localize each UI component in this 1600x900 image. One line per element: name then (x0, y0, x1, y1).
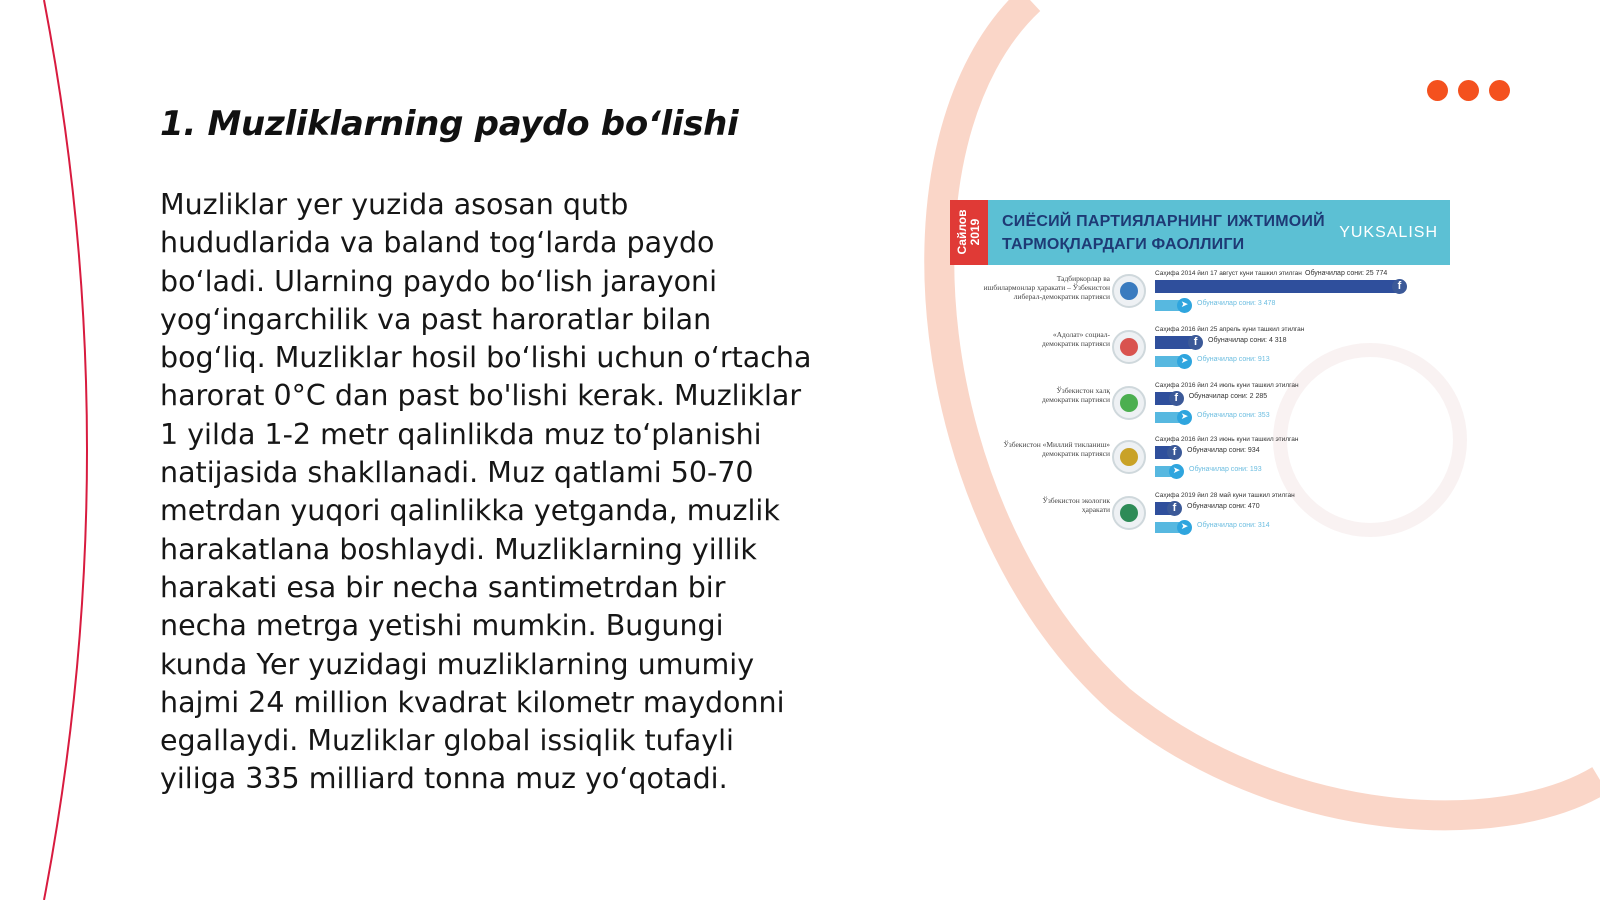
facebook-bar (1155, 280, 1400, 293)
body-line: harakatlana boshlaydi. Muzliklarning yillik (160, 532, 757, 566)
party-name: Тадбиркорлар ва ишбилармонлар ҳаракати – Ўзбекистон либерал-демократик партияси (983, 274, 1110, 301)
telegram-icon: ➤ (1177, 354, 1192, 369)
facebook-icon: f (1392, 279, 1407, 294)
telegram-icon: ➤ (1169, 464, 1184, 479)
facebook-count: Обуначилар сони: 25 774 (1305, 270, 1388, 277)
telegram-count: Обуначилар сони: 353 (1197, 412, 1270, 419)
telegram-count: Обуначилар сони: 193 (1189, 466, 1262, 473)
facebook-icon: f (1167, 501, 1182, 516)
body-line: yiliga 335 milliard tonna muz yo‘qotadi. (160, 762, 728, 796)
party-logo-icon (1112, 440, 1146, 474)
slide-title: 1. Muzliklarning paydo bo‘lishi (160, 104, 739, 144)
body-line: 1 yilda 1-2 metr qalinlikda muz to‘planishi (160, 417, 762, 451)
page-created-caption: Саҳифа 2016 йил 25 апрель куни ташкил этилган (1155, 326, 1305, 333)
facebook-icon: f (1169, 391, 1184, 406)
party-name: «Адолат» социал- демократик партияси (1041, 330, 1110, 348)
body-line: hajmi 24 million kvadrat kilometr maydonni (160, 685, 785, 719)
body-line: necha metrga yetishi mumkin. Bugungi (160, 609, 724, 643)
party-logo-icon (1112, 496, 1146, 530)
telegram-icon: ➤ (1177, 410, 1192, 425)
page-created-caption: Саҳифа 2019 йил 28 май куни ташкил этилган (1155, 492, 1295, 499)
dot-icon (1458, 80, 1479, 101)
telegram-icon: ➤ (1177, 520, 1192, 535)
page-created-caption: Саҳифа 2016 йил 23 июнь куни ташкил этилган (1155, 436, 1299, 443)
dot-icon (1427, 80, 1448, 101)
body-line: kunda Yer yuzidagi muzliklarning umumiy (160, 647, 755, 681)
body-line: natijasida shakllanadi. Muz qatlami 50-70 (160, 456, 754, 490)
party-row (950, 382, 1450, 438)
body-line: bog‘liq. Muzliklar hosil bo‘lishi uchun o‘rtacha (160, 341, 812, 375)
party-name: Ўзбекистон экологик ҳаракати (1042, 496, 1110, 514)
left-curve-line (44, 0, 87, 900)
party-row (950, 436, 1450, 492)
infographic-title (1002, 210, 1332, 256)
party-logo-icon (1112, 386, 1146, 420)
body-line: hududlarida va baland tog‘larda paydo (160, 226, 715, 260)
facebook-count: Обуначилар сони: 470 (1187, 503, 1260, 510)
badge-line: Сайлов (955, 209, 969, 255)
infographic-title-line: ТАРМОҚЛАРДАГИ ФАОЛЛИГИ (1002, 236, 1245, 253)
body-line: Muzliklar yer yuzida asosan qutb (160, 188, 629, 221)
facebook-count: Обуначилар сони: 934 (1187, 447, 1260, 454)
body-text (160, 186, 850, 799)
telegram-count: Обуначилар сони: 913 (1197, 356, 1270, 363)
dot-icon (1489, 80, 1510, 101)
party-name: Ўзбекистон «Миллий тикланиш» демократик партияси (1003, 440, 1110, 458)
body-line: harorat 0°C dan past bo'lishi kerak. Muzliklar (160, 379, 802, 413)
party-name: Ўзбекистон халқ демократик партияси (1041, 386, 1110, 404)
body-line: yog‘ingarchilik va past haroratlar bilan (160, 302, 712, 336)
body-line: metrdan yuqori qalinlikka yetganda, muzlik (160, 494, 780, 528)
telegram-count: Обуначилар сони: 314 (1197, 522, 1270, 529)
facebook-icon: f (1167, 445, 1182, 460)
party-row (950, 326, 1450, 382)
party-logo-icon (1112, 274, 1146, 308)
page-created-caption: Саҳифа 2016 йил 24 июль куни ташкил этилган (1155, 382, 1299, 389)
telegram-icon: ➤ (1177, 298, 1192, 313)
infographic-image (950, 200, 1450, 560)
badge-line: 2019 (968, 218, 982, 246)
body-line: harakati esa bir necha santimetrdan bir (160, 570, 726, 604)
infographic-header (950, 200, 1450, 265)
party-logo-icon (1112, 330, 1146, 364)
body-line: bo‘ladi. Ularning paydo bo‘lish jarayoni (160, 264, 718, 298)
party-row (950, 270, 1450, 326)
telegram-count: Обуначилар сони: 3 478 (1197, 300, 1276, 307)
body-line: egallaydi. Muzliklar global issiqlik tufayli (160, 724, 734, 758)
facebook-count: Обуначилар сони: 2 285 (1188, 393, 1268, 400)
decorative-dots (1427, 80, 1510, 101)
infographic-title-line: СИЁСИЙ ПАРТИЯЛАРНИНГ ИЖТИМОИЙ (1002, 213, 1325, 230)
facebook-count: Обуначилар сони: 4 318 (1208, 337, 1287, 344)
facebook-icon: f (1188, 335, 1203, 350)
page-created-caption: Саҳифа 2014 йил 17 август куни ташкил этилган (1155, 270, 1302, 277)
brand-logo: YUKSALISH (1339, 224, 1438, 241)
party-row (950, 492, 1450, 548)
election-badge (950, 200, 988, 265)
